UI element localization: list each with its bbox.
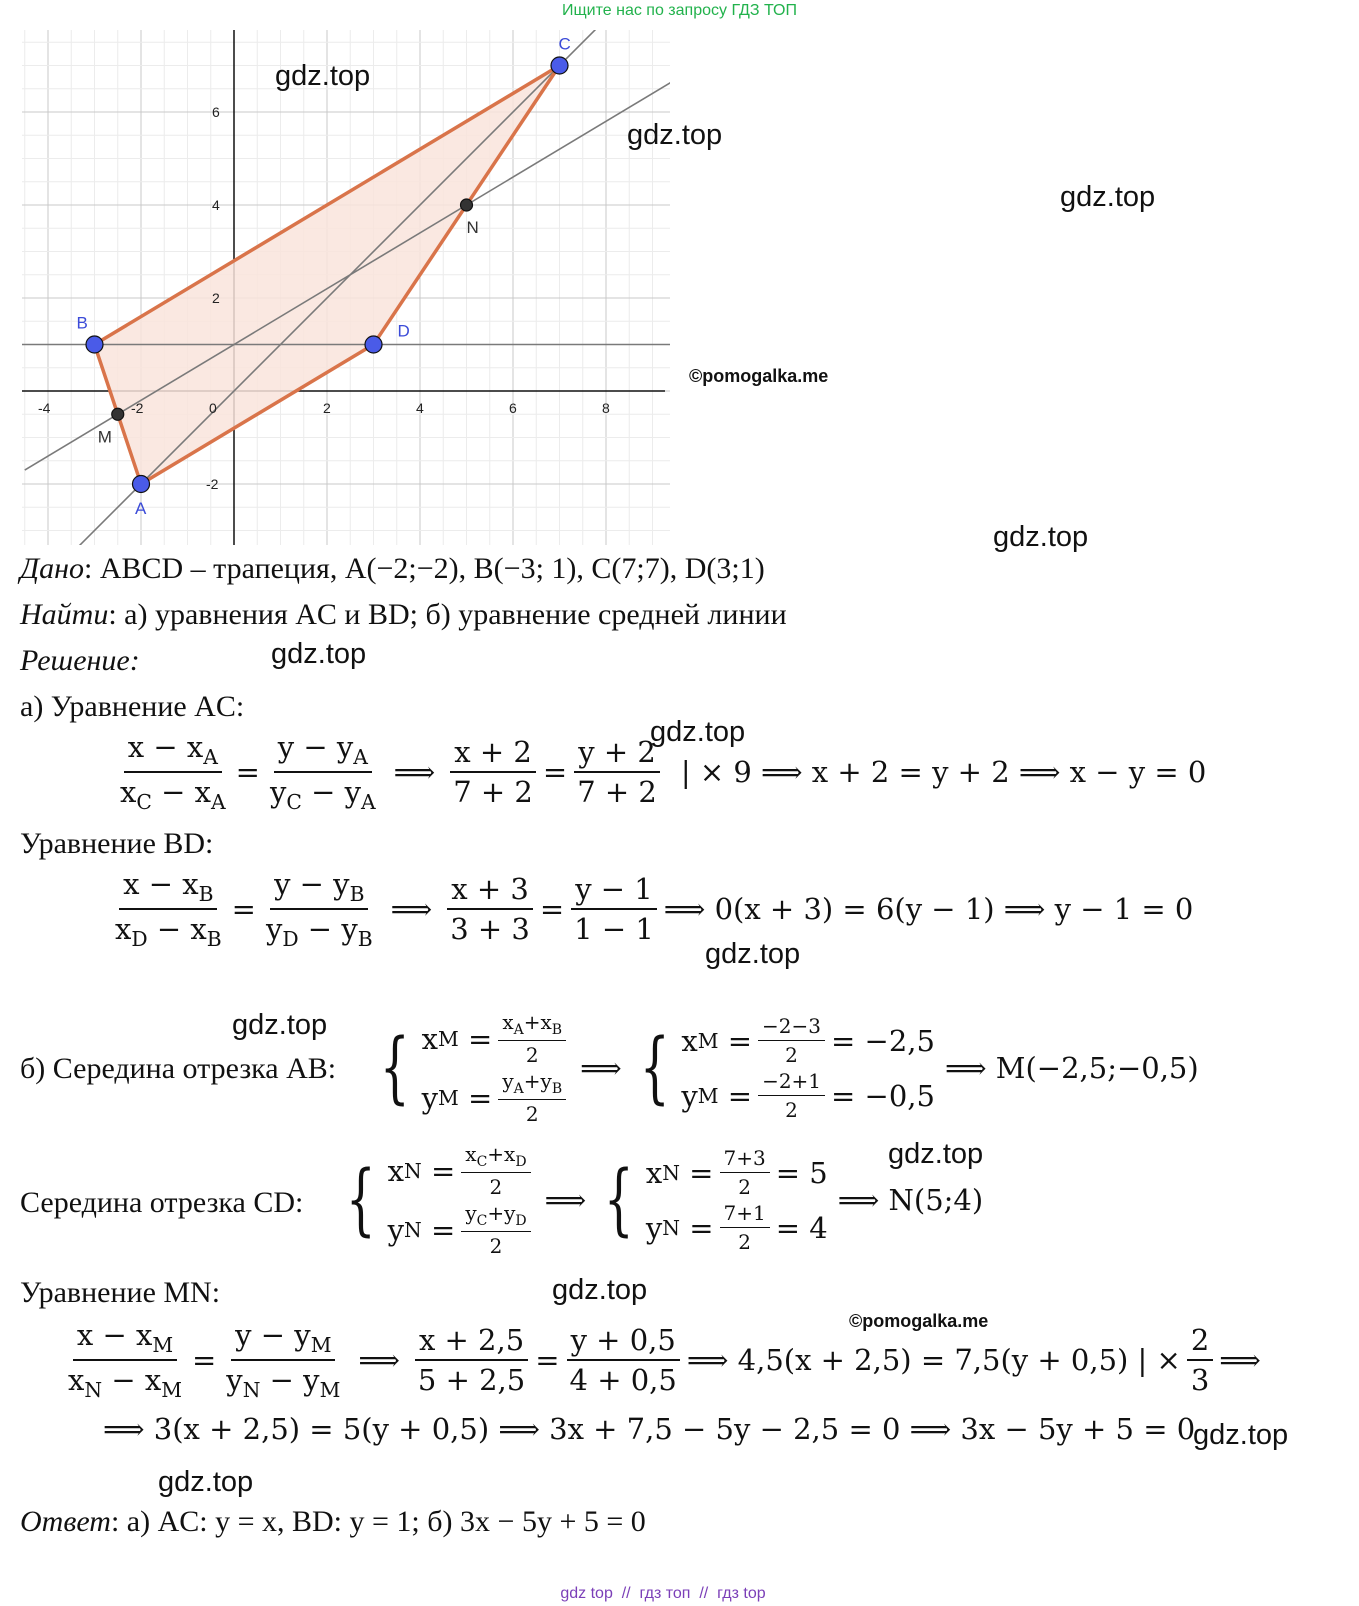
- solution-label: Решение:: [20, 644, 140, 677]
- mn-line2: ⟹ 3(x + 2,5) = 5(y + 0,5) ⟹ 3x + 7,5 − 5y − 2,5 = 0 ⟹ 3x − 5y + 5 = 0: [103, 1412, 1196, 1446]
- bottom-link[interactable]: гдз top: [717, 1585, 766, 1602]
- ac-title: а) Уравнение AC:: [20, 690, 245, 723]
- ac-tail: | × 9 ⟹ x + 2 = y + 2 ⟹ x − y = 0: [680, 754, 1207, 789]
- watermark-gdz: gdz.top: [271, 638, 367, 670]
- answer-body: : а) AC: y = x, BD: y = 1; б) 3x − 5y + 5 = 0: [110, 1505, 646, 1538]
- bottom-link[interactable]: gdz top: [560, 1585, 613, 1602]
- given-label: Дано: [20, 552, 84, 585]
- point-label-B: B: [76, 313, 88, 333]
- x-tick-label: 4: [416, 400, 424, 416]
- answer-label: Ответ: [20, 1505, 111, 1538]
- y-tick-label: -2: [206, 476, 219, 492]
- bd-title: Уравнение BD:: [20, 827, 214, 860]
- x-tick-label: 8: [602, 400, 610, 416]
- watermark-gdz: gdz.top: [158, 1466, 254, 1498]
- top-banner[interactable]: Ищите нас по запросу ГДЗ ТОП: [562, 2, 797, 19]
- fraction: $\frac{y + 0,5}{4 + 0,5}$: [566, 1323, 681, 1397]
- fraction: $\frac{y - y_M}{y_N - y_M}$: [226, 1318, 341, 1402]
- mn-tail: ⟹ 4,5(x + 2,5) = 7,5(y + 0,5) | ×: [686, 1342, 1181, 1377]
- find-body: : а) уравнения AC и BD; б) уравнение средней линии: [108, 598, 787, 631]
- point-M: [112, 408, 124, 420]
- fraction: $\frac{x - x_M}{x_N - x_M}$: [68, 1318, 182, 1402]
- coordinate-graph: [22, 30, 670, 545]
- watermark-pomogalka: ©pomogalka.me: [849, 1311, 989, 1331]
- point-label-N: N: [466, 218, 479, 237]
- mid-ab-system: { x M = $\frac{x_A+x_B}{2}$ y M = $\frac{y_A+y_B}{2}$ ⟹ { x M = $\frac{-2-3}{2}$ = −2,5 y M = $\frac{-2+1}{2}$ = −0,5 ⟹ M(−2,5;−0,5): [379, 1010, 1199, 1126]
- fraction: $\frac{x - x_B}{x_D - x_B}$: [115, 867, 222, 951]
- y-tick-label: 4: [212, 197, 220, 213]
- x-tick-label: -2: [131, 400, 144, 416]
- answer-line: [20, 1505, 646, 1539]
- y-tick-label: 2: [212, 290, 220, 306]
- mid-cd-result: ⟹ N(5;4): [837, 1183, 984, 1217]
- watermark-pomogalka: ©pomogalka.me: [689, 366, 829, 386]
- watermark-gdz: gdz.top: [650, 716, 746, 748]
- watermark-gdz: gdz.top: [232, 1009, 328, 1041]
- point-D: [365, 336, 382, 353]
- x-tick-label: -4: [38, 400, 51, 416]
- fraction: $\frac{x + 2,5}{5 + 2,5}$: [414, 1323, 529, 1397]
- watermark-gdz: gdz.top: [552, 1274, 648, 1306]
- mid-ab-result: ⟹ M(−2,5;−0,5): [944, 1051, 1199, 1085]
- x-tick-label: 2: [323, 400, 331, 416]
- watermark-gdz: gdz.top: [993, 521, 1089, 553]
- fraction: $\frac{y + 2}{7 + 2}$: [573, 735, 661, 809]
- fraction: $\frac{2}{3}$: [1187, 1323, 1213, 1397]
- mn-equation: $\frac{x - x_M}{x_N - x_M}$ = $\frac{y - y_M}{y_N - y_M}$ ⟹ $\frac{x + 2,5}{5 + 2,5}$ = $\frac{y + 0,5}{4 + 0,5}$ ⟹ 4,5(x + 2,5) = 7,5(y + 0,5) | × $\frac{2}{3}$ ⟹: [58, 1318, 1261, 1402]
- watermark-gdz: gdz.top: [888, 1138, 984, 1170]
- point-label-D: D: [397, 321, 410, 341]
- mid-ab-title: б) Середина отрезка AB:: [20, 1052, 337, 1085]
- bd-tail: ⟹ 0(x + 3) = 6(y − 1) ⟹ y − 1 = 0: [663, 891, 1194, 926]
- fraction: $\frac{y - y_B}{y_D - y_B}$: [265, 867, 373, 951]
- y-tick-label: 6: [212, 104, 220, 120]
- x-tick-label: 6: [509, 400, 517, 416]
- fraction: $\frac{x + 2}{7 + 2}$: [449, 735, 537, 809]
- given-line: [20, 552, 765, 586]
- point-label-M: M: [97, 427, 112, 447]
- ac-equation: $\frac{x - x_A}{x_C - x_A}$ = $\frac{y - y_A}{y_C - y_A}$ ⟹ $\frac{x + 2}{7 + 2}$ = $\frac{y + 2}{7 + 2}$ | × 9 ⟹ x + 2 = y + 2 ⟹ x − y = 0: [110, 730, 1206, 814]
- x-tick-label: 0: [209, 400, 217, 416]
- bottom-banner[interactable]: gdz top // гдз топ // гдз top: [560, 1585, 766, 1602]
- fraction: $\frac{y - y_A}{y_C - y_A}$: [269, 730, 376, 814]
- point-N: [461, 199, 473, 211]
- mid-cd-system: { x N = $\frac{x_C+x_D}{2}$ y N = $\frac{y_C+y_D}{2}$ ⟹ { x N = $\frac{7+3}{2}$ = 5 y N = $\frac{7+1}{2}$ = 4 ⟹ N(5;4): [345, 1142, 984, 1258]
- find-line: [20, 598, 787, 632]
- given-body: : ABCD – трапеция, A(−2;−2), B(−3; 1), C(7;7), D(3;1): [83, 552, 765, 585]
- watermark-gdz: gdz.top: [627, 119, 723, 151]
- point-B: [86, 336, 103, 353]
- bd-equation: $\frac{x - x_B}{x_D - x_B}$ = $\frac{y - y_B}{y_D - y_B}$ ⟹ $\frac{x + 3}{3 + 3}$ = $\frac{y - 1}{1 - 1}$ ⟹ 0(x + 3) = 6(y − 1) ⟹ y − 1 = 0: [105, 867, 1193, 951]
- point-C: [551, 57, 568, 74]
- watermark-gdz: gdz.top: [705, 938, 801, 970]
- mid-cd-title: Середина отрезка CD:: [20, 1186, 304, 1219]
- watermark-gdz: gdz.top: [1193, 1419, 1289, 1451]
- mn-title: Уравнение MN:: [20, 1276, 221, 1309]
- point-A: [133, 476, 150, 493]
- point-label-A: A: [135, 499, 147, 518]
- point-label-C: C: [558, 34, 571, 54]
- fraction: $\frac{x + 3}{3 + 3}$: [446, 872, 534, 946]
- fraction: $\frac{x - x_A}{x_C - x_A}$: [120, 730, 226, 814]
- find-label: Найти: [20, 598, 109, 631]
- watermark-gdz: gdz.top: [275, 60, 371, 92]
- bottom-link[interactable]: гдз топ: [639, 1585, 691, 1602]
- watermark-gdz: gdz.top: [1060, 181, 1156, 213]
- fraction: $\frac{y - 1}{1 - 1}$: [570, 872, 658, 946]
